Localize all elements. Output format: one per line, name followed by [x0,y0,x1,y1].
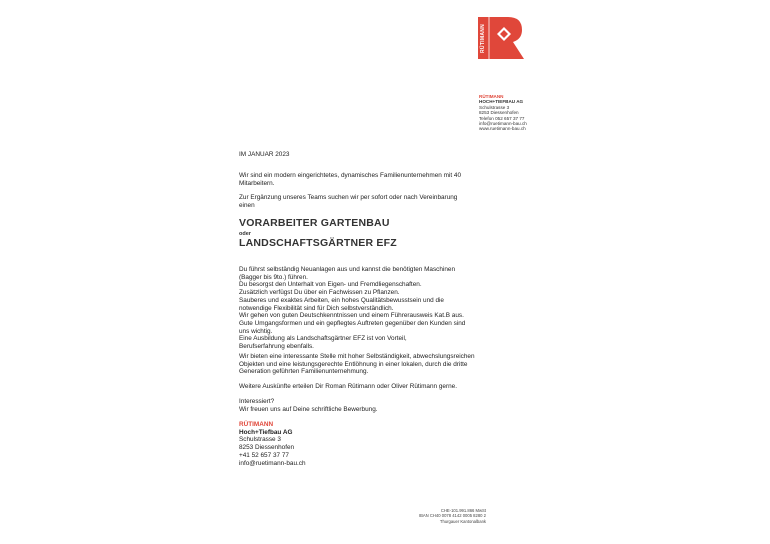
address-name: RÜTIMANN [479,94,504,99]
address-web: www.ruetimann-bau.ch [479,126,526,132]
address-phone: Telefon 052 657 37 77 [479,115,525,121]
job-title-primary: VORARBEITER GARTENBAU [239,217,390,229]
ergaenzung-line: einen [239,201,255,209]
intro-line: Mitarbeitern. [239,179,275,187]
job-title-secondary: LANDSCHAFTSGÄRTNER EFZ [239,237,397,249]
interest-paragraph [239,398,489,413]
contact-info-paragraph: Weitere Auskünfte erteilen Dir Roman Rütimann oder Oliver Rütimann gerne. [239,383,457,390]
offer-line: Wir bieten eine interessante Stelle mit hoher Selbständigkeit, abwechslungsreichen [239,353,475,360]
task-line: Sauberes und exaktes Arbeiten, ein hohes Qualitätsbewusstsein und die [239,296,444,304]
address-city: 8253 Diessenhofen [479,110,519,116]
task-line: Gute Umgangsformen und ein gepflegtes Auftreten gegenüber den Kunden sind [239,319,466,327]
task-line: Du besorgst den Unterhalt von Eigen- und Fremdliegenschaften. [239,281,422,289]
bank-line: CHE-101.991.866 MwSt [440,508,486,513]
address-email: info@ruetimann-bau.ch [479,121,527,127]
task-line: Berufserfahrung ebenfalls. [239,343,314,351]
offer-line: Generation geführten Familienunternehmung. [239,368,369,376]
interest-line: Wir freuen uns auf Deine schriftliche Bewerbung. [239,405,378,413]
task-line: Wir gehen von guten Deutschkenntnissen und einem Führerausweis Kat.B aus. [239,312,464,320]
company-address-header [479,94,527,132]
tasks-paragraph [239,266,489,351]
offer-line: Objekten und eine leistungsgerechte Entlöhnung in einer lokalen, durch die dritte [239,360,468,368]
signature-block [239,421,306,467]
task-line: uns wichtig. [239,327,273,335]
bank-line: IBAN CH40 0078 4142 0005 8280 2 [418,513,486,519]
signature-street: Schulstrasse 3 [239,436,281,444]
task-line: (Bagger bis 9to.) führen. [239,273,308,281]
offer-paragraph [239,353,489,376]
intro-line: Wir sind ein modern eingerichtetes, dynamisches Familienunternehmen mit 40 [239,172,461,179]
letter-date: IM JANUAR 2023 [239,151,290,158]
signature-phone: +41 52 657 37 77 [239,451,289,459]
address-company: HOCH+TIEFBAU AG [479,99,524,105]
task-line: notwendige Flexibilität sind für Dich selbstverständlich. [239,304,394,312]
intro-paragraph [239,172,489,187]
ergaenzung-paragraph [239,194,489,209]
logo-wordmark: RÜTIMANN [480,23,486,53]
interest-line: Interessiert? [239,398,275,405]
signature-company: Hoch+Tiefbau AG [239,428,293,436]
bank-footer [400,508,486,524]
bank-line: Thurgauer Kantonalbank [439,518,486,524]
ergaenzung-line: Zur Ergänzung unseres Teams suchen wir per sofort oder nach Vereinbarung [239,194,458,201]
signature-email: info@ruetimann-bau.ch [239,459,306,467]
task-line: Du führst selbständig Neuanlagen aus und kannst die benötigten Maschinen [239,266,456,273]
signature-city: 8253 Diessenhofen [239,444,295,452]
address-street: Schulstrasse 3 [479,104,510,110]
signature-name: RÜTIMANN [239,421,274,428]
job-title-or: oder [239,231,251,237]
task-line: Eine Ausbildung als Landschaftsgärtner EFZ ist von Vorteil, [239,335,407,343]
task-line: Zusätzlich verfügst Du über ein Fachwissen zu Pflanzen. [239,289,400,297]
